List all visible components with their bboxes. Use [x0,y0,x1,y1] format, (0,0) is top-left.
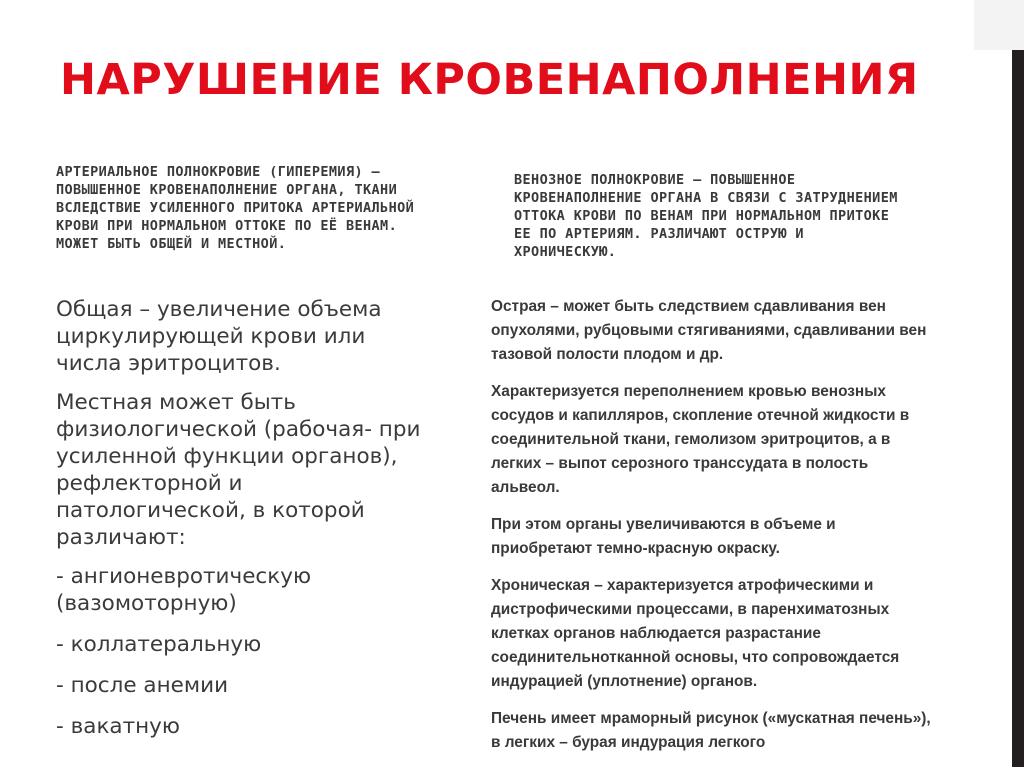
left-column [56,296,436,754]
venous-hyperemia-subtitle: ВЕНОЗНОЕ ПОЛНОКРОВИЕ – ПОВЫШЕННОЕ КРОВЕНАПОЛНЕНИЕ ОРГАНА В СВЯЗИ С ЗАТРУДНЕНИЕМ ОТТОКА КРОВИ ПО ВЕНАМ ПРИ НОРМАЛЬНОМ ПРИТОКЕ ЕЕ ПО АРТЕРИЯМ. РАЗЛИЧАЮТ ОСТРУЮ И ХРОНИЧЕСКУЮ. [514,172,898,260]
list-item: - вакатную [56,714,181,739]
page-curl-corner [974,0,1024,50]
liver-paragraph: Печень имеет мраморный рисунок («мускатная печень»), в легких – бурая индурация легкого [491,710,931,751]
acute-paragraph: Острая – может быть следствием сдавливания вен опухолями, рубцовыми стягиваниями, сдавливании вен тазовой полости плодом и др. [491,298,927,363]
general-paragraph: Общая – увеличение объема циркулирующей крови или числа эритроцитов. [56,297,382,376]
slide-title: НАРУШЕНИЕ КРОВЕНАПОЛНЕНИЯ [60,55,919,105]
local-paragraph: Местная может быть физиологической (рабочая- при усиленной функции органов), рефлекторной и патологической, в которой различают: [56,390,421,550]
characterization-paragraph: Характеризуется переполнением кровью венозных сосудов и капилляров, скопление отечной жидкости в соединительной ткани, гемолизом эритроцитов, а в легких – выпот серозного транссудата в полость альвеол. [491,383,910,496]
organs-paragraph: При этом органы увеличиваются в объеме и приобретают темно-красную окраску. [491,516,836,557]
right-column [491,295,931,768]
arterial-hyperemia-subtitle: АРТЕРИАЛЬНОЕ ПОЛНОКРОВИЕ (ГИПЕРЕМИЯ) – ПОВЫШЕННОЕ КРОВЕНАПОЛНЕНИЕ ОРГАНА, ТКАНИ ВСЛЕДСТВИЕ УСИЛЕННОГО ПРИТОКА АРТЕРИАЛЬНОЙ КРОВИ ПРИ НОРМАЛЬНОМ ОТТОКЕ ПО ЕЁ ВЕНАМ. МОЖЕТ БЫТЬ ОБЩЕЙ И МЕСТНОЙ. [56,164,415,252]
list-item: - ангионевротическую (вазомоторную) [56,564,312,616]
list-item: - коллатеральную [56,632,262,657]
slide-right-bar [1012,0,1024,767]
chronic-paragraph: Хроническая – характеризуется атрофическими и дистрофическими процессами, в паренхиматозных клетках органов наблюдается разрастание соединительнотканной основы, что сопровождается индурацией (уплотнение) органов. [491,577,900,690]
list-item: - после анемии [56,673,229,698]
